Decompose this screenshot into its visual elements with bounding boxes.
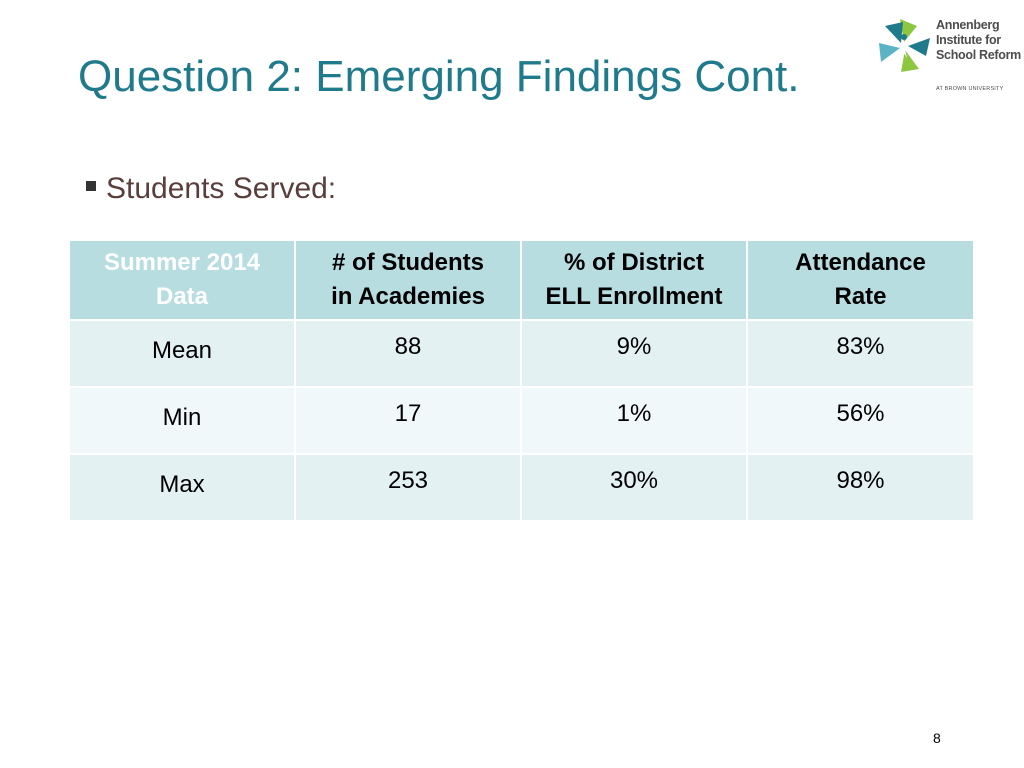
table-cell: 1% bbox=[521, 387, 747, 454]
header-line: Summer 2014 bbox=[103, 249, 261, 276]
header-line: ELL Enrollment bbox=[545, 283, 723, 310]
table-cell: 17 bbox=[295, 387, 521, 454]
logo-line-2: Institute for bbox=[936, 33, 1001, 47]
bullet-text: Students Served: bbox=[106, 172, 337, 205]
column-header bbox=[69, 240, 295, 320]
slide-title: Question 2: Emerging Findings Cont. bbox=[78, 52, 800, 101]
table-cell: 98% bbox=[747, 454, 974, 521]
table-row bbox=[69, 454, 974, 521]
table-cell: 253 bbox=[295, 454, 521, 521]
header-line: # of Students bbox=[331, 249, 484, 276]
header-line: Data bbox=[155, 283, 209, 310]
table-row bbox=[69, 320, 974, 387]
table-header-row bbox=[69, 240, 974, 320]
square-bullet-icon bbox=[86, 181, 96, 191]
logo-line-1: Annenberg bbox=[936, 18, 1000, 32]
table-row bbox=[69, 387, 974, 454]
header-line: % of District bbox=[563, 249, 704, 276]
table-cell: 9% bbox=[521, 320, 747, 387]
bullet-item bbox=[86, 172, 336, 206]
column-header bbox=[521, 240, 747, 320]
page-number: 8 bbox=[933, 730, 941, 746]
students-served-table bbox=[68, 239, 975, 522]
logo-line-3: School Reform bbox=[936, 48, 1021, 62]
column-header bbox=[747, 240, 974, 320]
header-line: in Academies bbox=[331, 283, 485, 310]
table-cell: 30% bbox=[521, 454, 747, 521]
column-header bbox=[295, 240, 521, 320]
table-cell: Mean bbox=[69, 320, 295, 387]
table-cell: 83% bbox=[747, 320, 974, 387]
table-cell: Min bbox=[69, 387, 295, 454]
logo-subtitle: AT BROWN UNIVERSITY bbox=[936, 86, 1004, 92]
header-line: Attendance bbox=[795, 249, 926, 276]
pinwheel-logo-icon bbox=[876, 16, 932, 76]
table-cell: Max bbox=[69, 454, 295, 521]
table-cell: 88 bbox=[295, 320, 521, 387]
header-line: Rate bbox=[834, 283, 887, 310]
logo-wordmark bbox=[936, 18, 1021, 63]
annenberg-logo bbox=[876, 14, 1021, 98]
table-cell: 56% bbox=[747, 387, 974, 454]
